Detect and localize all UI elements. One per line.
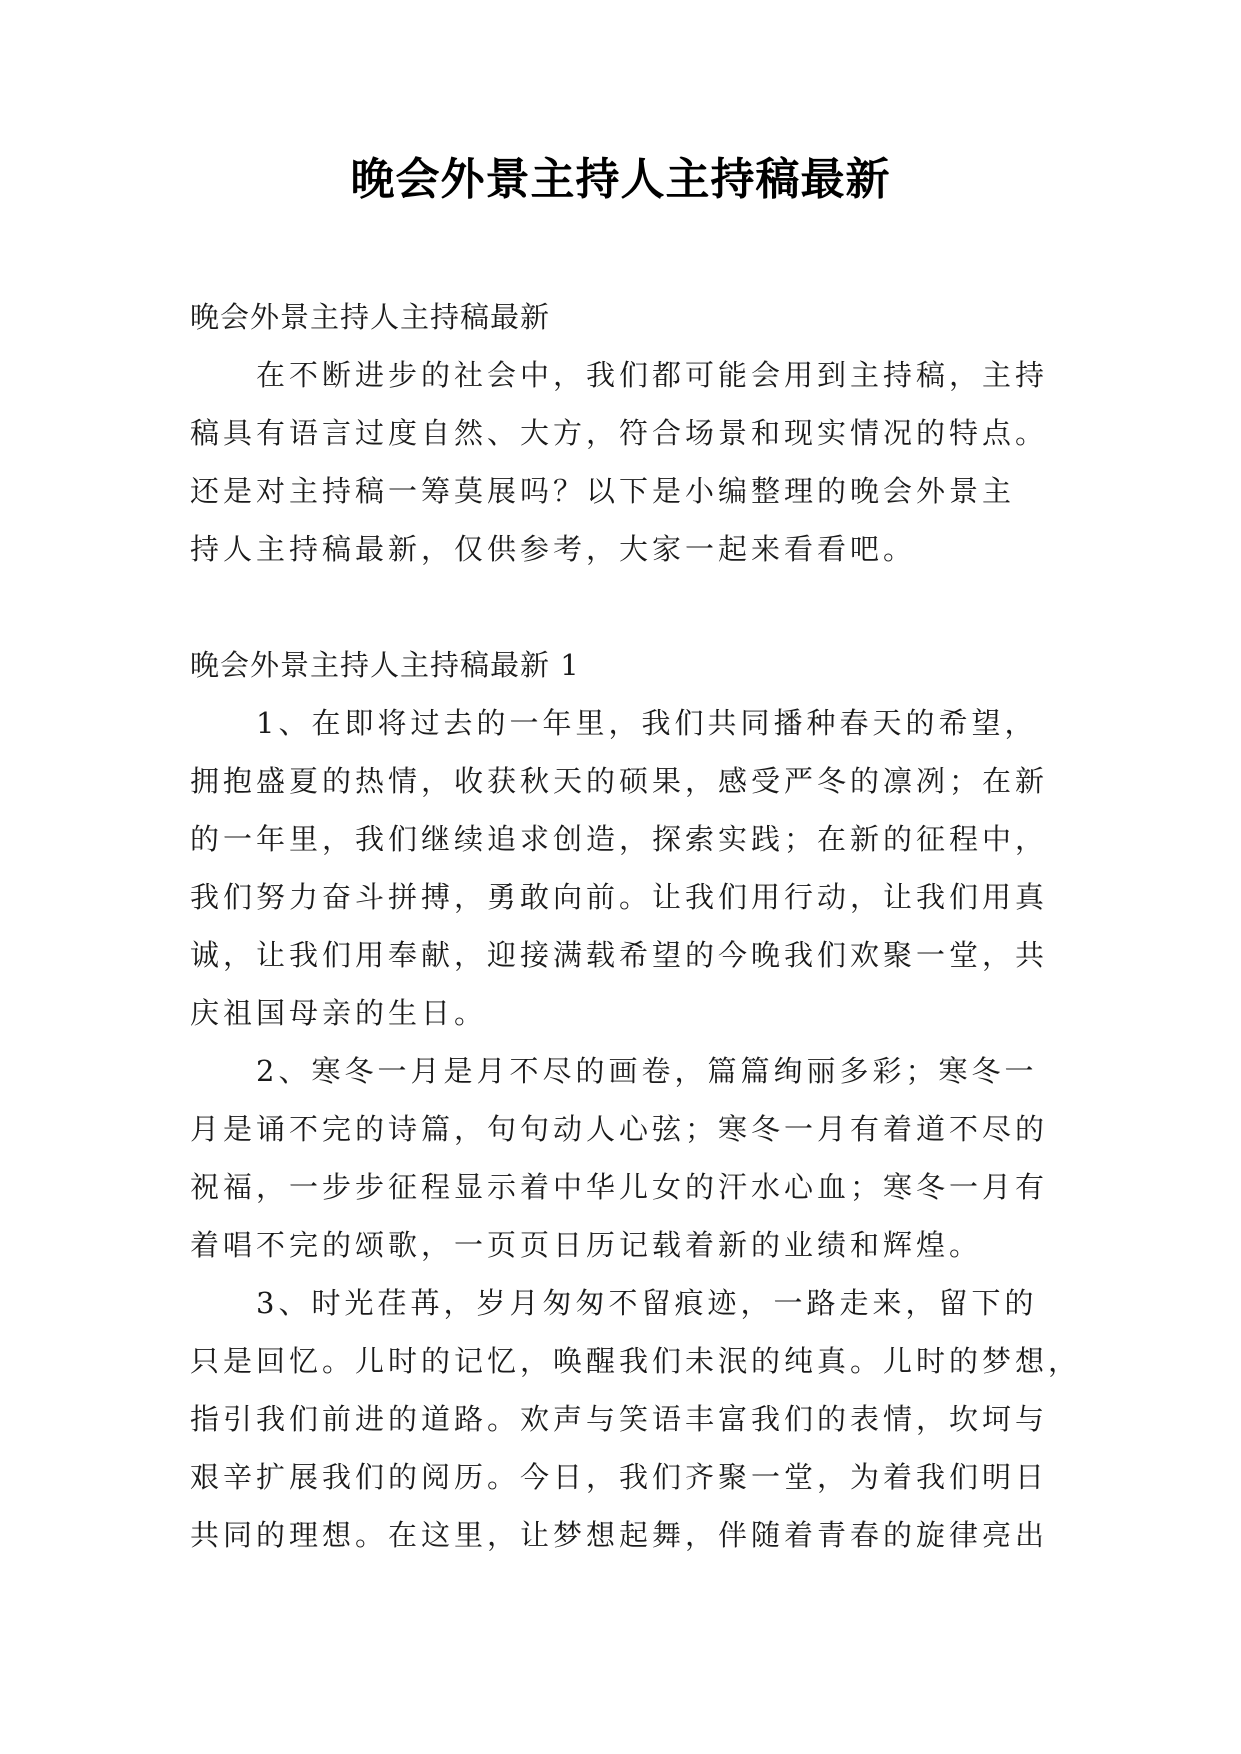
text-line: 稿具有语言过度自然、大方，符合场景和现实情况的特点。 — [190, 416, 1049, 450]
document-body — [190, 288, 1082, 1564]
section-heading: 晚会外景主持人主持稿最新 1 — [190, 648, 580, 682]
paragraph-1 — [190, 694, 1060, 1042]
document-subtitle: 晚会外景主持人主持稿最新 — [190, 300, 551, 334]
paragraph-2 — [190, 1042, 1060, 1274]
text-line: 还是对主持稿一筹莫展吗？以下是小编整理的晚会外景主 — [190, 474, 1016, 508]
paragraph-spacer — [190, 578, 1060, 636]
document-title: 晚会外景主持人主持稿最新 — [350, 154, 891, 205]
paragraph-3 — [190, 1274, 1082, 1564]
intro-paragraph — [190, 346, 1060, 578]
text-line: 月是诵不完的诗篇，句句动人心弦；寒冬一月有着道不尽的 — [190, 1112, 1049, 1146]
text-line: 只是回忆。儿时的记忆，唤醒我们未泯的纯真。儿时的梦想， — [190, 1344, 1082, 1378]
text-line: 着唱不完的颂歌，一页页日历记载着新的业绩和辉煌。 — [190, 1228, 983, 1262]
text-line: 1、在即将过去的一年里，我们共同播种春天的希望， — [256, 706, 1038, 740]
text-line: 3、时光荏苒，岁月匆匆不留痕迹，一路走来，留下的 — [256, 1286, 1038, 1320]
text-line: 2、寒冬一月是月不尽的画卷，篇篇绚丽多彩；寒冬一 — [256, 1054, 1038, 1088]
text-line: 持人主持稿最新，仅供参考，大家一起来看看吧。 — [190, 532, 917, 566]
text-line: 的一年里，我们继续追求创造，探索实践；在新的征程中， — [190, 822, 1049, 856]
text-line: 在不断进步的社会中，我们都可能会用到主持稿，主持 — [256, 358, 1049, 392]
text-line: 共同的理想。在这里，让梦想起舞，伴随着青春的旋律亮出 — [190, 1518, 1049, 1552]
text-line: 我们努力奋斗拼搏，勇敢向前。让我们用行动，让我们用真 — [190, 880, 1049, 914]
text-line: 指引我们前进的道路。欢声与笑语丰富我们的表情，坎坷与 — [190, 1402, 1049, 1436]
text-line: 祝福，一步步征程显示着中华儿女的汗水心血；寒冬一月有 — [190, 1170, 1049, 1204]
text-line: 诚，让我们用奉献，迎接满载希望的今晚我们欢聚一堂，共 — [190, 938, 1049, 972]
text-line: 庆祖国母亲的生日。 — [190, 996, 488, 1030]
text-line: 艰辛扩展我们的阅历。今日，我们齐聚一堂，为着我们明日 — [190, 1460, 1049, 1494]
text-line: 拥抱盛夏的热情，收获秋天的硕果，感受严冬的凛冽；在新 — [190, 764, 1049, 798]
